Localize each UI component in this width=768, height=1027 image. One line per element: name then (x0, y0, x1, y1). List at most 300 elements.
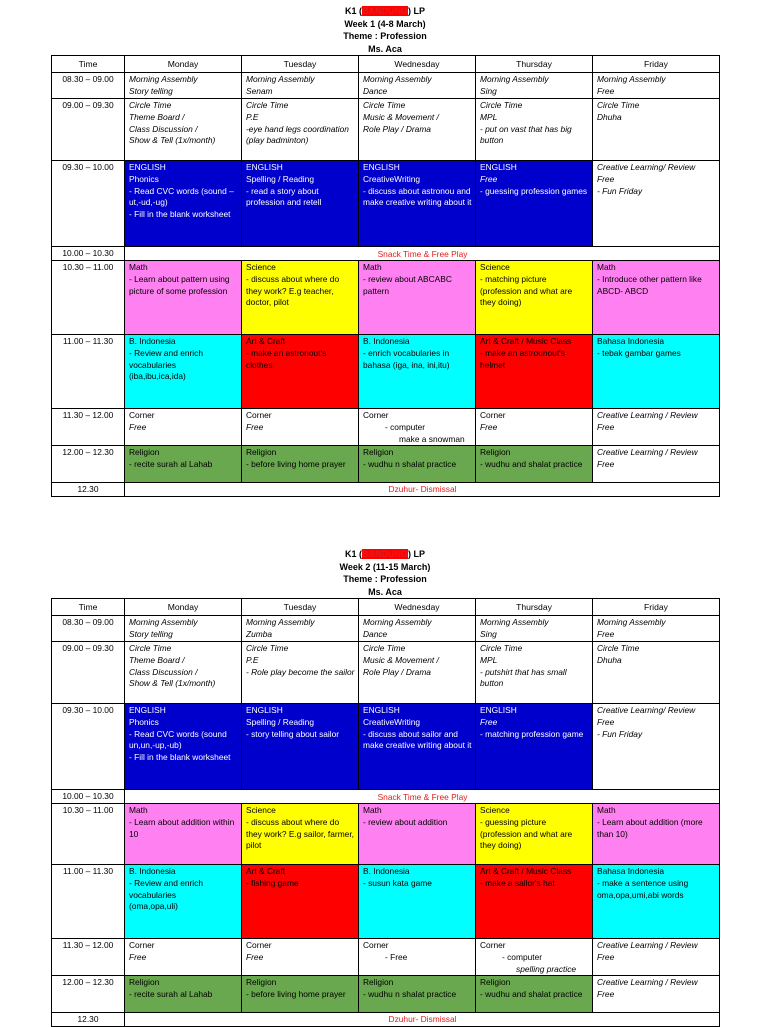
activity-line: Senam (246, 85, 273, 96)
activity-line: - story telling about sailor (246, 728, 340, 739)
schedule-row (52, 409, 720, 446)
activity-cell (125, 642, 242, 704)
activity-cell (125, 73, 242, 99)
activity-cell (476, 73, 593, 99)
activity-line: Circle Time (246, 643, 289, 654)
column-header: Monday (125, 599, 242, 616)
activity-line: -eye hand legs coordination (play badminton) (246, 123, 349, 146)
activity-cell (476, 642, 593, 704)
activity-cell (359, 73, 476, 99)
activity-line: - discuss about astronou and make creative writing about it (363, 185, 472, 208)
activity-cell (593, 409, 720, 446)
title-prefix: K1 ( (344, 6, 362, 16)
activity-line: - Review and enrich vocabularies (129, 877, 204, 900)
teacher-name: Ms. Aca (368, 586, 402, 597)
break-cell: Snack Time & Free Play (125, 790, 720, 804)
activity-cell (593, 642, 720, 704)
activity-line: Math (363, 262, 382, 273)
activity-line: Math (597, 805, 616, 816)
lesson-plan-header (51, 548, 719, 598)
activity-line: - read a story about profession and retell (246, 185, 322, 208)
title-suffix: ) LP (408, 6, 425, 16)
activity-line: Dance (363, 628, 388, 639)
activity-line: Free (480, 421, 498, 432)
activity-line: - make an astrounout's helmet (480, 347, 565, 370)
activity-line: Morning Assembly (129, 74, 198, 85)
activity-cell (476, 161, 593, 247)
title-prefix: K1 ( (344, 549, 362, 559)
activity-cell (593, 976, 720, 1013)
activity-line: Dance (363, 85, 388, 96)
activity-cell (242, 865, 359, 939)
activity-line: - Fun Friday (597, 728, 643, 739)
schedule-row (52, 1013, 720, 1027)
schedule-row (52, 616, 720, 642)
week-label: Week 2 (11-15 March) (339, 561, 431, 572)
activity-line: Free (597, 85, 615, 96)
activity-line: Free (597, 951, 615, 962)
activity-line: Morning Assembly (597, 74, 666, 85)
activity-cell (593, 616, 720, 642)
activity-line: Free (597, 988, 615, 999)
activity-line: Phonics (129, 173, 159, 184)
activity-cell (359, 161, 476, 247)
activity-line: Morning Assembly (246, 617, 315, 628)
activity-cell (125, 261, 242, 335)
activity-line: Science (246, 262, 276, 273)
activity-line: Story telling (129, 628, 173, 639)
activity-line: Morning Assembly (363, 74, 432, 85)
column-header: Tuesday (242, 56, 359, 73)
activity-line: Religion (480, 447, 511, 458)
time-cell: 09.30 – 10.00 (52, 704, 125, 790)
activity-line: Circle Time (597, 100, 640, 111)
time-cell: 11.00 – 11.30 (52, 865, 125, 939)
activity-line: Corner (363, 940, 389, 951)
schedule-row (52, 865, 720, 939)
activity-line: Dhuha (597, 654, 622, 665)
theme-label: Theme : Profession (343, 31, 427, 42)
lesson-plan-header (51, 5, 719, 55)
schedule-table (51, 598, 720, 1027)
activity-line: - Learn about addition (more than 10) (597, 816, 703, 839)
plan-title (51, 548, 719, 561)
activity-line: Morning Assembly (129, 617, 198, 628)
activity-line: P.E (246, 654, 259, 665)
activity-line: Morning Assembly (246, 74, 315, 85)
activity-cell (476, 704, 593, 790)
activity-line: Corner (480, 410, 506, 421)
activity-line: Corner (129, 410, 155, 421)
activity-line: Theme Board / (129, 111, 185, 122)
activity-line: Religion (480, 977, 511, 988)
activity-cell (476, 335, 593, 409)
time-cell: 12.00 – 12.30 (52, 446, 125, 483)
activity-line: Morning Assembly (363, 617, 432, 628)
activity-cell (125, 865, 242, 939)
activity-line: Sing (480, 628, 497, 639)
activity-cell (359, 616, 476, 642)
activity-cell (359, 704, 476, 790)
column-header: Wednesday (359, 56, 476, 73)
activity-cell (242, 804, 359, 865)
theme-label: Theme : Profession (343, 574, 427, 585)
activity-cell (476, 409, 593, 446)
time-cell: 12.30 (52, 1013, 125, 1027)
activity-cell (125, 616, 242, 642)
activity-line: spelling practice (516, 963, 577, 974)
activity-line: Circle Time (480, 643, 523, 654)
activity-cell (125, 939, 242, 976)
activity-line: Science (480, 805, 510, 816)
activity-cell (593, 161, 720, 247)
activity-cell (242, 939, 359, 976)
activity-line: Sing (480, 85, 497, 96)
column-header: Wednesday (359, 599, 476, 616)
activity-cell (242, 261, 359, 335)
activity-cell (476, 976, 593, 1013)
activity-line: Morning Assembly (480, 617, 549, 628)
activity-line: Spelling / Reading (246, 173, 314, 184)
activity-line: (oma,opa,uli) (129, 901, 178, 912)
activity-line: (iba,ibu,ica,ida) (129, 371, 186, 382)
schedule-row (52, 804, 720, 865)
activity-line: ENGLISH (363, 705, 400, 716)
activity-cell (242, 616, 359, 642)
activity-line: Corner (246, 410, 272, 421)
activity-cell (242, 409, 359, 446)
activity-cell (476, 616, 593, 642)
activity-line: - Fill in the blank worksheet (129, 208, 231, 219)
activity-line: - make a sailor's hat (480, 877, 555, 888)
activity-cell (593, 804, 720, 865)
activity-line: - putshirt that has small button (480, 666, 567, 689)
activity-line: Circle Time (129, 100, 172, 111)
activity-line: Free (129, 421, 147, 432)
activity-line: - wudhu and shalat practice (480, 988, 583, 999)
time-cell: 09.00 – 09.30 (52, 99, 125, 161)
activity-line: - discuss about sailor and make creative writing about it (363, 728, 472, 751)
activity-cell (593, 704, 720, 790)
activity-line: MPL (480, 654, 498, 665)
break-cell: Snack Time & Free Play (125, 247, 720, 261)
activity-line: Free (480, 173, 498, 184)
activity-line: - Fun Friday (597, 185, 643, 196)
activity-line: Creative Learning/ Review (597, 162, 696, 173)
activity-line: - enrich vocabularies in bahasa (iga, ina, ini,itu) (363, 347, 450, 370)
activity-line: Science (480, 262, 510, 273)
activity-line: Theme Board / (129, 654, 185, 665)
schedule-row (52, 976, 720, 1013)
time-cell: 08.30 – 09.00 (52, 616, 125, 642)
activity-line: Free (246, 951, 264, 962)
activity-line: Religion (129, 447, 160, 458)
activity-line: - wudhu and shalat practice (480, 458, 583, 469)
activity-cell (593, 261, 720, 335)
activity-line: - fishing game (246, 877, 299, 888)
activity-line: Free (597, 421, 615, 432)
school-name: BANDUNG (362, 6, 408, 16)
time-cell: 11.30 – 12.00 (52, 939, 125, 976)
activity-line: - guessing profession games (480, 185, 588, 196)
activity-line: - Learn about pattern using picture of some profession (129, 273, 230, 296)
activity-cell (359, 865, 476, 939)
activity-line: ENGLISH (129, 705, 166, 716)
time-cell: 09.30 – 10.00 (52, 161, 125, 247)
activity-cell (125, 409, 242, 446)
activity-line: - recite surah al Lahab (129, 988, 213, 999)
activity-line: Circle Time (363, 643, 406, 654)
column-header: Monday (125, 56, 242, 73)
schedule-row (52, 446, 720, 483)
activity-line: Art & Craft / Music Class (480, 336, 572, 347)
column-header: Thursday (476, 599, 593, 616)
activity-line: Circle Time (363, 100, 406, 111)
activity-line: Bahasa Indonesia (597, 866, 665, 877)
activity-line: Religion (363, 977, 394, 988)
activity-line: - review about addition (363, 816, 448, 827)
activity-line: Free (597, 716, 615, 727)
activity-cell (476, 99, 593, 161)
activity-line: ENGLISH (129, 162, 166, 173)
activity-cell (359, 446, 476, 483)
activity-cell (359, 99, 476, 161)
activity-cell (593, 99, 720, 161)
activity-line: Circle Time (129, 643, 172, 654)
activity-line: Religion (129, 977, 160, 988)
time-cell: 10.00 – 10.30 (52, 247, 125, 261)
activity-line: - make an astronout's clothes (246, 347, 327, 370)
activity-line: Art & Craft / Music Class (480, 866, 572, 877)
activity-cell (476, 804, 593, 865)
time-cell: 11.00 – 11.30 (52, 335, 125, 409)
time-cell: 12.00 – 12.30 (52, 976, 125, 1013)
activity-cell (242, 99, 359, 161)
schedule-row (52, 939, 720, 976)
activity-line: - Read CVC words (sound un,un,-up,-ub) (129, 728, 227, 751)
activity-line: - wudhu n shalat practice (363, 988, 457, 999)
activity-cell (242, 704, 359, 790)
activity-line: - Introduce other pattern like ABCD- ABCD (597, 273, 702, 296)
activity-cell (476, 261, 593, 335)
activity-line: - Review and enrich vocabularies (129, 347, 204, 370)
schedule-table (51, 55, 720, 497)
schedule-row (52, 704, 720, 790)
activity-line: Show & Tell (1x/month) (129, 135, 216, 146)
activity-line: - recite surah al Lahab (129, 458, 213, 469)
schedule-row (52, 261, 720, 335)
activity-line: Art & Craft (246, 336, 286, 347)
week-1-plan (51, 5, 719, 497)
activity-line: Corner (246, 940, 272, 951)
column-header: Tuesday (242, 599, 359, 616)
activity-cell (359, 642, 476, 704)
break-cell: Dzuhur- Dismissal (125, 1013, 720, 1027)
activity-cell (359, 335, 476, 409)
activity-cell (125, 161, 242, 247)
activity-line: Music & Movement / (363, 111, 439, 122)
activity-line: - review about ABCABC pattern (363, 273, 452, 296)
activity-cell (476, 865, 593, 939)
activity-line: Corner (480, 940, 506, 951)
activity-cell (242, 161, 359, 247)
schedule-row (52, 790, 720, 804)
activity-line: Religion (363, 447, 394, 458)
activity-line: Circle Time (480, 100, 523, 111)
plan-title (51, 5, 719, 18)
activity-cell (359, 804, 476, 865)
activity-line: Class Discussion / (129, 123, 198, 134)
schedule-row (52, 247, 720, 261)
activity-line: - before living home prayer (246, 988, 346, 999)
activity-cell (242, 335, 359, 409)
activity-line: Free (129, 951, 147, 962)
column-header: Time (52, 56, 125, 73)
activity-line: - tebak gambar games (597, 347, 681, 358)
activity-line: Class Discussion / (129, 666, 198, 677)
activity-line: - matching profession game (480, 728, 584, 739)
activity-line: Creative Learning / Review (597, 447, 698, 458)
activity-line: - susun kata game (363, 877, 432, 888)
activity-line: Math (129, 805, 148, 816)
activity-line: CreativeWriting (363, 716, 421, 727)
activity-line: Science (246, 805, 276, 816)
week-label: Week 1 (4-8 March) (344, 18, 426, 29)
activity-line: - Free (385, 951, 408, 962)
activity-line: B. Indonesia (363, 866, 410, 877)
header-row (52, 599, 720, 616)
activity-line: Story telling (129, 85, 173, 96)
break-cell: Dzuhur- Dismissal (125, 483, 720, 497)
time-cell: 10.00 – 10.30 (52, 790, 125, 804)
activity-line: Creative Learning / Review (597, 940, 698, 951)
activity-line: B. Indonesia (129, 866, 176, 877)
activity-line: - make a sentence using oma,opa,umi,abi words (597, 877, 689, 900)
activity-cell (125, 335, 242, 409)
activity-line: - guessing picture (profession and what are they doing) (480, 816, 573, 851)
activity-line: Creative Learning / Review (597, 410, 698, 421)
activity-line: Creative Learning / Review (597, 977, 698, 988)
activity-line: Corner (129, 940, 155, 951)
schedule-row (52, 642, 720, 704)
column-header: Thursday (476, 56, 593, 73)
activity-cell (359, 409, 476, 446)
time-cell: 08.30 – 09.00 (52, 73, 125, 99)
activity-line: - before living home prayer (246, 458, 346, 469)
activity-cell (359, 976, 476, 1013)
activity-line: - Read CVC words (sound –ut,-ud,-ug) (129, 185, 234, 208)
time-cell: 09.00 – 09.30 (52, 642, 125, 704)
activity-line: Role Play / Drama (363, 666, 431, 677)
time-cell: 12.30 (52, 483, 125, 497)
activity-line: - discuss about where do they work? E.g sailor, farmer, pilot (246, 816, 354, 851)
activity-line: - computer (385, 421, 426, 432)
activity-line: Corner (363, 410, 389, 421)
activity-line: Circle Time (246, 100, 289, 111)
activity-cell (359, 939, 476, 976)
schedule-row (52, 99, 720, 161)
activity-cell (359, 261, 476, 335)
schedule-row (52, 335, 720, 409)
activity-line: CreativeWriting (363, 173, 421, 184)
activity-line: Art & Craft (246, 866, 286, 877)
schedule-row (52, 73, 720, 99)
activity-line: ENGLISH (246, 162, 283, 173)
activity-line: Free (597, 173, 615, 184)
activity-line: Show & Tell (1x/month) (129, 678, 216, 689)
activity-cell (125, 446, 242, 483)
activity-line: P.E (246, 111, 259, 122)
activity-line: ENGLISH (480, 705, 517, 716)
activity-cell (125, 804, 242, 865)
activity-line: ENGLISH (480, 162, 517, 173)
activity-line: Morning Assembly (597, 617, 666, 628)
teacher-name: Ms. Aca (368, 43, 402, 54)
activity-cell (125, 99, 242, 161)
activity-line: Creative Learning/ Review (597, 705, 696, 716)
activity-line: - Fill in the blank worksheet (129, 751, 231, 762)
activity-line: Religion (246, 977, 277, 988)
activity-line: Morning Assembly (480, 74, 549, 85)
activity-line: - wudhu n shalat practice (363, 458, 457, 469)
time-cell: 10.30 – 11.00 (52, 804, 125, 865)
activity-cell (476, 446, 593, 483)
activity-line: Circle Time (597, 643, 640, 654)
activity-cell (242, 73, 359, 99)
activity-line: Math (129, 262, 148, 273)
week-2-plan (51, 548, 719, 1027)
activity-line: B. Indonesia (129, 336, 176, 347)
school-name: BANDUNG (362, 549, 408, 559)
activity-line: Zumba (246, 628, 273, 639)
activity-line: Bahasa Indonesia (597, 336, 665, 347)
activity-line: ENGLISH (363, 162, 400, 173)
header-row (52, 56, 720, 73)
activity-line: Free (480, 716, 498, 727)
activity-line: - Role play become the sailor (246, 666, 355, 677)
schedule-row (52, 483, 720, 497)
activity-line: Phonics (129, 716, 159, 727)
time-cell: 10.30 – 11.00 (52, 261, 125, 335)
activity-line: Dhuha (597, 111, 622, 122)
activity-line: Religion (246, 447, 277, 458)
schedule-row (52, 161, 720, 247)
column-header: Friday (593, 56, 720, 73)
activity-cell (242, 976, 359, 1013)
activity-line: Music & Movement / (363, 654, 439, 665)
activity-cell (242, 446, 359, 483)
column-header: Friday (593, 599, 720, 616)
activity-cell (593, 335, 720, 409)
activity-line: ENGLISH (246, 705, 283, 716)
activity-cell (242, 642, 359, 704)
activity-line: - discuss about where do they work? E.g teacher, doctor, pilot (246, 273, 340, 308)
activity-line: - matching picture (profession and what are they doing) (480, 273, 573, 308)
activity-line: Math (363, 805, 382, 816)
activity-line: MPL (480, 111, 498, 122)
activity-line: - Learn about addition within 10 (129, 816, 235, 839)
activity-cell (593, 73, 720, 99)
activity-cell (125, 704, 242, 790)
activity-line: Free (597, 458, 615, 469)
title-suffix: ) LP (408, 549, 425, 559)
activity-line: Role Play / Drama (363, 123, 431, 134)
activity-line: B. Indonesia (363, 336, 410, 347)
activity-line: make a snowman (399, 433, 465, 444)
activity-line: Math (597, 262, 616, 273)
time-cell: 11.30 – 12.00 (52, 409, 125, 446)
activity-line: Free (597, 628, 615, 639)
